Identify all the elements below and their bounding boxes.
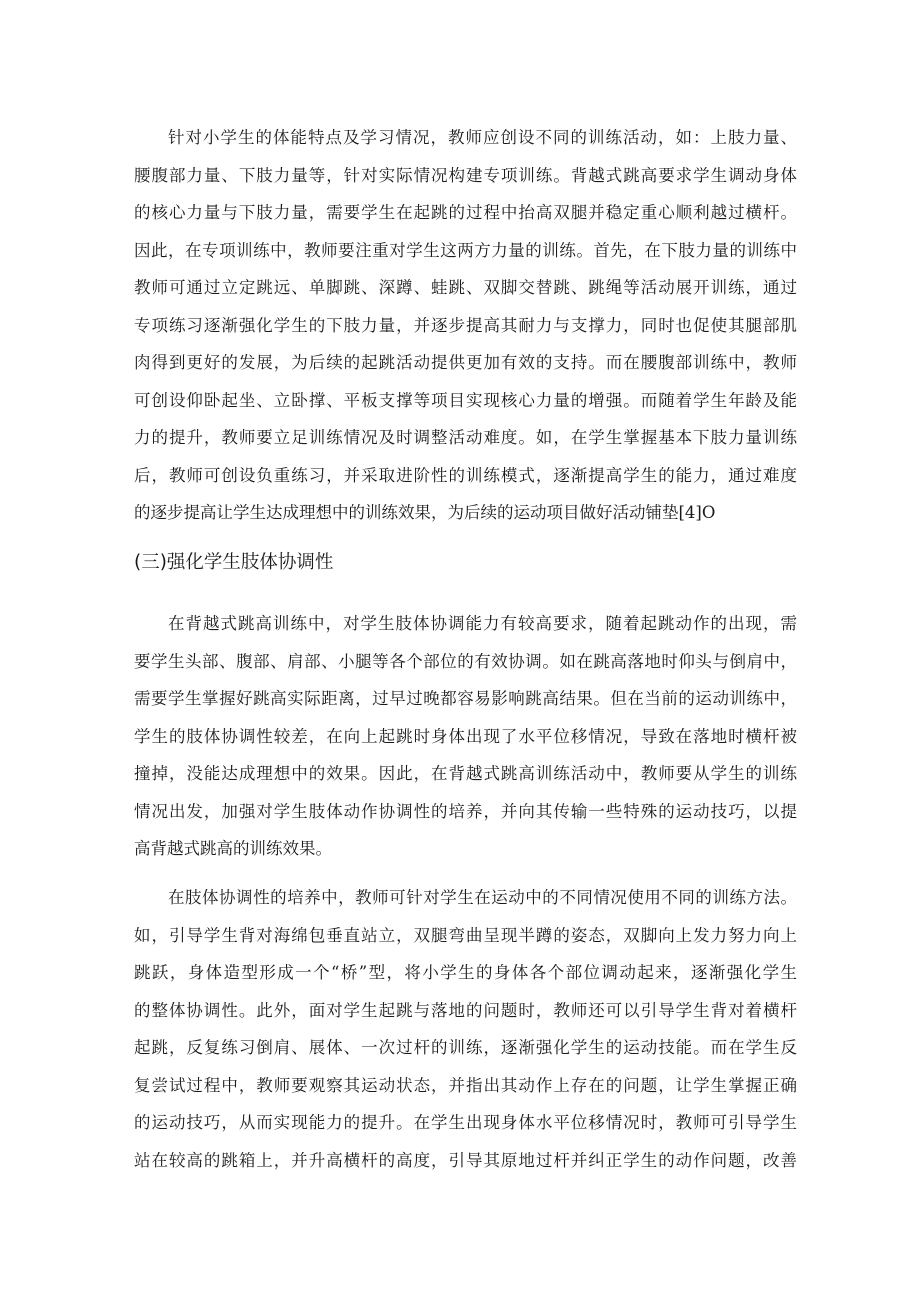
text-line: 腰腹部力量、下肢力量等，针对实际情况构建专项训练。背越式跳高要求学生调动身体 <box>134 165 797 185</box>
text-line: 的逐步提高让学生达成理想中的训练效果，为后续的运动项目做好活动铺垫[4]O <box>134 503 716 522</box>
text-line: 力的提升，教师要立足训练情况及时调整活动难度。如，在学生掌握基本下肢力量训练 <box>134 428 797 447</box>
text-line: 需要学生掌握好跳高实际距离，过早过晚都容易影响跳高结果。但在当前的运动训练中， <box>134 689 797 708</box>
section-heading: (三)强化学生肢体协调性 <box>134 552 334 573</box>
paragraph-strength-training <box>134 119 797 532</box>
text-line: 专项练习逐渐强化学生的下肢力量，并逐步提高其耐力与支撑力，同时也促使其腿部肌 <box>134 315 797 335</box>
text-line: 学生的肢体协调性较差，在向上起跳时身体出现了水平位移情况，导致在落地时横杆被 <box>134 726 797 746</box>
text-line: 起跳，反复练习倒肩、展体、一次过杆的训练，逐渐强化学生的运动技能。而在学生反 <box>134 1038 797 1057</box>
text-line: 撞掉，没能达成理想中的效果。因此，在背越式跳高训练活动中，教师要从学生的训练 <box>134 764 797 783</box>
text-line: 高背越式跳高的训练效果。 <box>134 839 332 858</box>
text-line: 后，教师可创设负重练习，并采取进阶性的训练模式，逐渐提高学生的能力，通过难度 <box>134 465 797 485</box>
text-line: 的运动技巧，从而实现能力的提升。在学生出现身体水平位移情况时，教师可引导学生 <box>134 1113 797 1132</box>
text-line: 的整体协调性。此外，面对学生起跳与落地的问题时，教师还可以引导学生背对着横杆 <box>134 1000 797 1020</box>
text-line: 教师可通过立定跳远、单脚跳、深蹲、蛙跳、双脚交替跳、跳绳等活动展开训练，通过 <box>134 278 797 297</box>
text-line: 要学生头部、腹部、肩部、小腿等各个部位的有效协调。如在跳高落地时仰头与倒肩中， <box>134 651 797 671</box>
text-line: 如，引导学生背对海绵包垂直站立，双腿弯曲呈现半蹲的姿态，双脚向上发力努力向上 <box>134 925 797 945</box>
text-line: 在肢体协调性的培养中，教师可针对学生在运动中的不同情况使用不同的训练方法。 <box>168 888 797 907</box>
paragraph-coordination-methods <box>134 879 797 1179</box>
text-line: 复尝试过程中，教师要观察其运动状态，并指出其动作上存在的问题，让学生掌握正确 <box>134 1075 797 1095</box>
text-line: 针对小学生的体能特点及学习情况，教师应创设不同的训练活动，如：上肢力量、 <box>168 128 797 147</box>
text-line: 肉得到更好的发展，为后续的起跳活动提供更加有效的支持。而在腰腹部训练中，教师 <box>134 353 797 372</box>
text-line: 的核心力量与下肢力量，需要学生在起跳的过程中抬高双腿并稳定重心顺利越过横杆。 <box>134 203 797 222</box>
text-line: 在背越式跳高训练中，对学生肢体协调能力有较高要求，随着起跳动作的出现，需 <box>168 614 797 633</box>
text-line: 可创设仰卧起坐、立卧撑、平板支撑等项目实现核心力量的增强。而随着学生年龄及能 <box>134 390 797 410</box>
text-line: 跳跃，身体造型形成一个“桥”型，将小学生的身体各个部位调动起来，逐渐强化学生 <box>134 963 797 982</box>
text-line: 情况出发，加强对学生肢体动作协调性的培养，并向其传输一些特殊的运动技巧，以提 <box>134 801 797 821</box>
text-line: 站在较高的跳箱上，并升高横杆的高度，引导其原地过杆并纠正学生的动作问题，改善 <box>134 1150 797 1170</box>
paragraph-coordination-intro <box>134 605 797 868</box>
text-line: 因此，在专项训练中，教师要注重对学生这两方力量的训练。首先，在下肢力量的训练中 <box>134 240 797 260</box>
